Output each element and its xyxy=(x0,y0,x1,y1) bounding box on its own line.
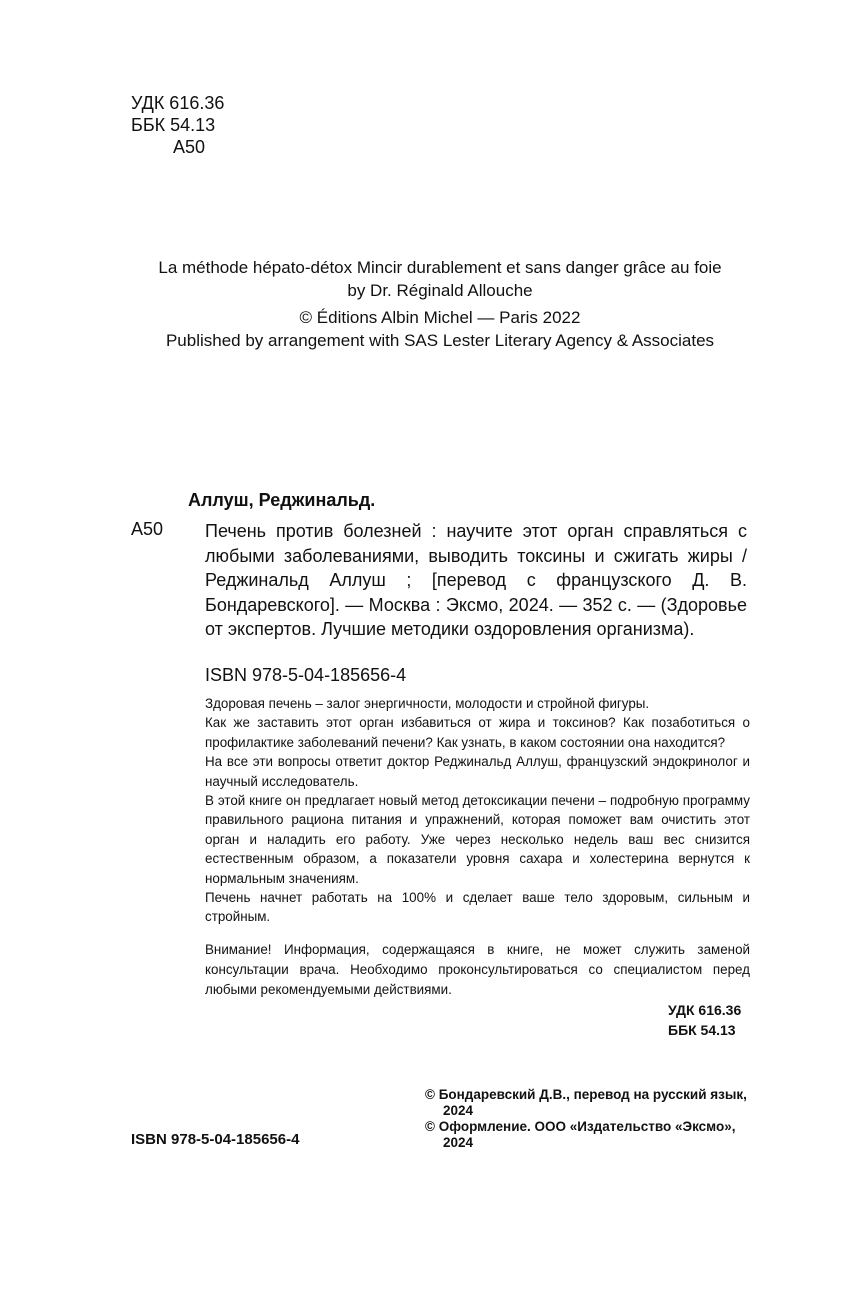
summary-paragraph: В этой книге он предлагает новый метод детоксикации печени – подробную программу правильного рациона питания и упражнений, которая поможет вам очистить этот орган и наладить его работу. Уже через несколько недель ваш вес снизится естественным образом, а показатели уровня сахара и холестерина вернутся к нормальным значениям. xyxy=(205,793,750,886)
design-copyright: © Оформление. ООО «Издательство «Эксмо», 2024 xyxy=(425,1119,736,1150)
author-sign: А50 xyxy=(173,137,206,157)
medical-warning: Внимание! Информация, содержащаяся в книге, не может служить заменой консультации врача. Необходимо проконсультироваться со специалистом перед любыми рекомендуемыми действиями. xyxy=(205,942,750,997)
original-copyright-block xyxy=(90,306,790,352)
catalog-sign: А50 xyxy=(131,519,164,539)
classification-codes xyxy=(131,92,224,158)
original-title: La méthode hépato-détox Mincir durablement et sans danger grâce au foie xyxy=(158,258,722,277)
summary-paragraph: Как же заставить этот орган избавиться от жира и токсинов? Как позаботиться о профилактике заболеваний печени? Как узнать, в каком состоянии она находится? xyxy=(205,715,750,750)
original-copyright: © Éditions Albin Michel — Paris 2022 xyxy=(299,308,581,327)
catalog-isbn: ISBN 978-5-04-185656-4 xyxy=(205,665,407,685)
book-summary xyxy=(205,694,750,927)
original-author: by Dr. Réginald Allouche xyxy=(347,281,533,300)
translation-copyright: © Бондаревский Д.В., перевод на русский язык, 2024 xyxy=(425,1087,747,1118)
summary-paragraph: Печень начнет работать на 100% и сделает ваше тело здоровым, сильным и стройным. xyxy=(205,890,750,925)
original-title-block xyxy=(90,256,790,302)
summary-paragraph: На все эти вопросы ответит доктор Реджинальд Аллуш, французский эндокринолог и научный исследователь. xyxy=(205,754,750,789)
footer-bbk: ББК 54.13 xyxy=(668,1022,736,1038)
catalog-description: Печень против болезней : научите этот орган справляться с любыми заболеваниями, выводить токсины и сжигать жиры / Реджинальд Аллуш ; [перевод с французского Д. В. Бондаревского]. — Москва : Эксмо, 2024. — 352 с. — (Здоровье от экспертов. Лучшие методики оздоровления организма). xyxy=(205,521,747,639)
isbn-footer: ISBN 978-5-04-185656-4 xyxy=(131,1131,300,1148)
udk-code: УДК 616.36 xyxy=(131,93,225,113)
copyright-notices xyxy=(425,1087,755,1151)
catalog-author: Аллуш, Реджинальд. xyxy=(188,490,376,510)
footer-udk: УДК 616.36 xyxy=(668,1002,742,1018)
footer-codes xyxy=(668,1000,741,1040)
bbk-code: ББК 54.13 xyxy=(131,115,216,135)
summary-paragraph: Здоровая печень – залог энергичности, молодости и стройной фигуры. xyxy=(205,696,650,711)
arrangement-note: Published by arrangement with SAS Lester Literary Agency & Associates xyxy=(165,331,715,350)
